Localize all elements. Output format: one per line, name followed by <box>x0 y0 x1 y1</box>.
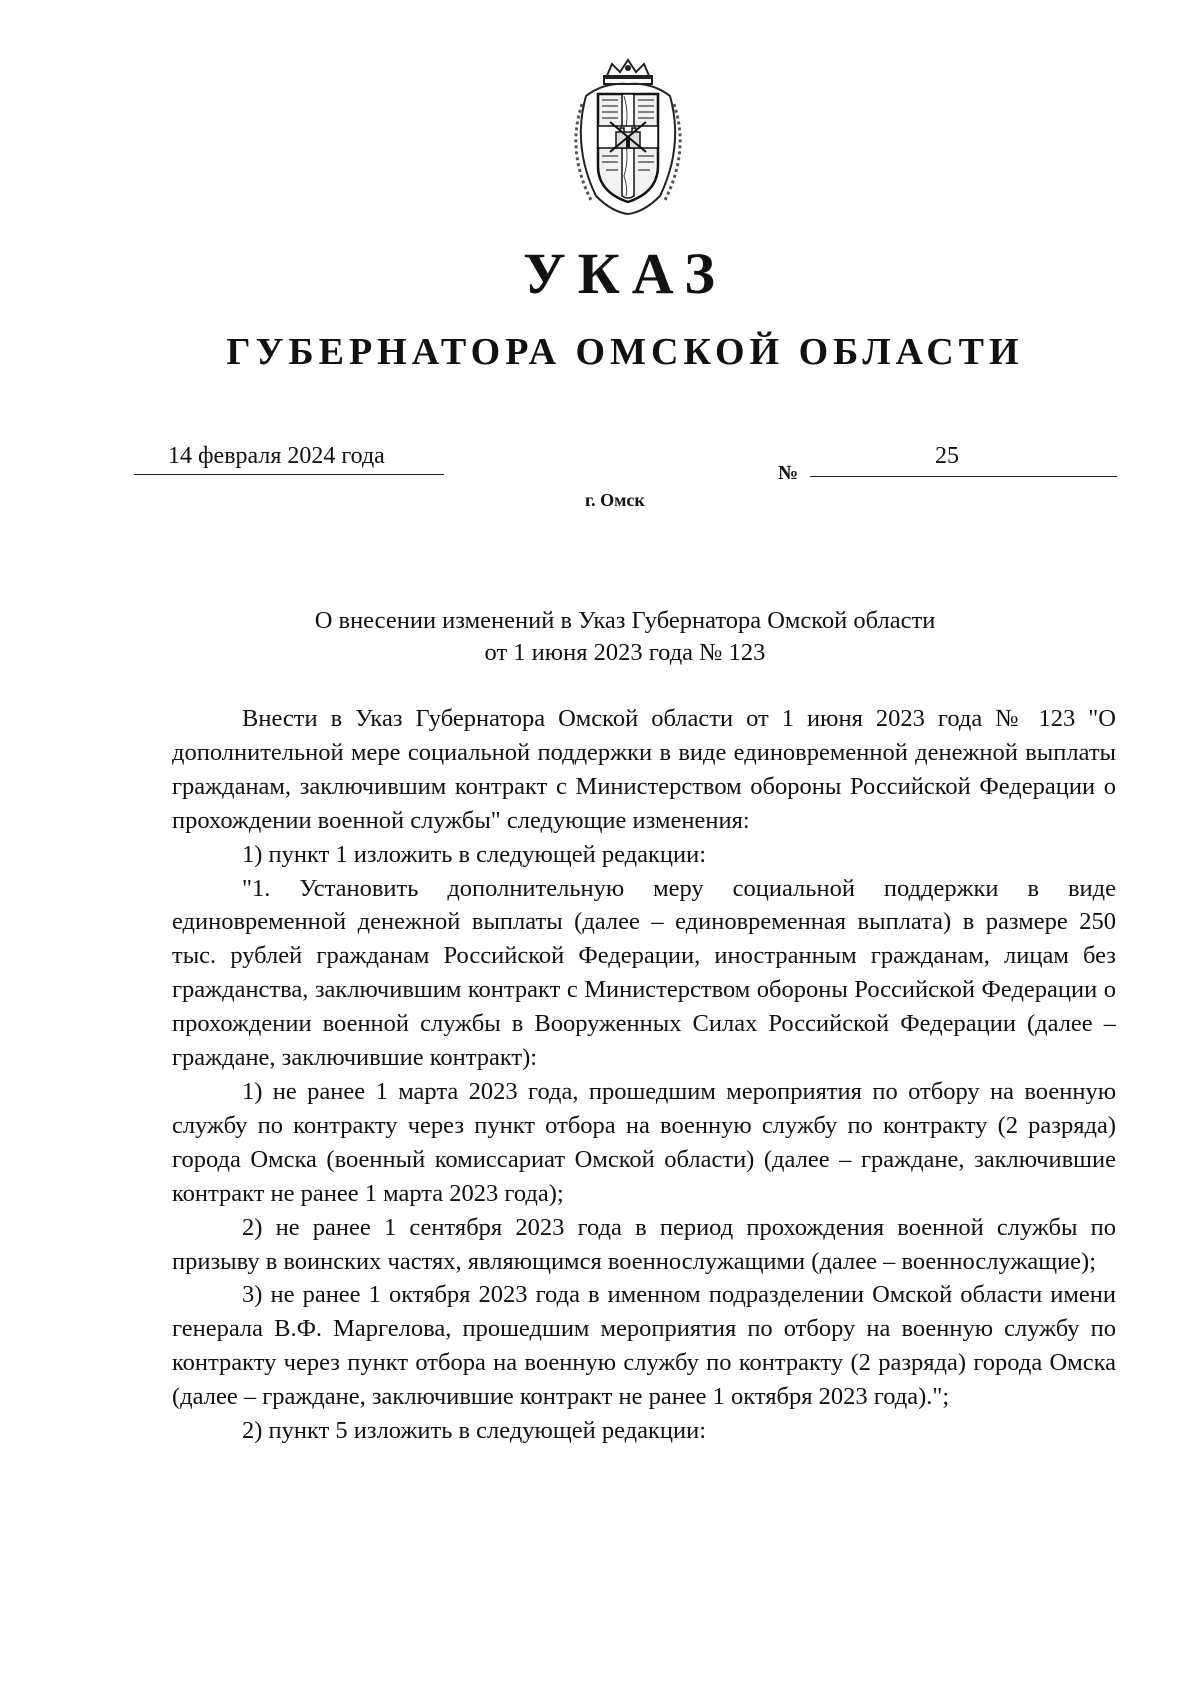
body-paragraph: 1) не ранее 1 марта 2023 года, прошедшим мероприятия по отбору на военную службу по контракту через пункт отбора на военную службу по контракту (2 разряда) города Омска (военный комиссариат Омской области) (далее – граждане, заключившие контракт не ранее 1 марта 2023 года); <box>172 1077 1116 1207</box>
body-paragraph: 1) пункт 1 изложить в следующей редакции: <box>242 840 707 868</box>
decree-subject <box>0 605 1200 669</box>
decree-date: 14 февраля 2024 года <box>168 443 385 469</box>
body-paragraph: Внести в Указ Губернатора Омской области от 1 июня 2023 года № 123 "О дополнительной мере социальной поддержки в виде единовременной денежной выплаты гражданам, заключившим контракт с Министерством обороны Российской Федерации о прохождении военной службы" следующие изменения: <box>172 705 1116 834</box>
decree-title: УКАЗ <box>523 241 727 306</box>
body-paragraph: 2) не ранее 1 сентября 2023 года в период прохождения военной службы по призыву в воинских частях, являющимся военнослужащими (далее – военнослужащие); <box>172 1213 1116 1275</box>
decree-issuer: ГУБЕРНАТОРА ОМСКОЙ ОБЛАСТИ <box>226 331 1024 373</box>
omsk-coat-of-arms-icon <box>566 56 690 216</box>
body-paragraph: 2) пункт 5 изложить в следующей редакции: <box>242 1417 707 1445</box>
number-sign: № <box>778 462 799 484</box>
body-paragraph: "1. Установить дополнительную меру социальной поддержки в виде единовременной денежной выплаты (далее – единовременная выплата) в размере 250 тыс. рублей гражданам Российской Федерации, иностранным гражданам, лицам без гражданства, заключившим контракт с Министерством обороны Российской Федерации о прохождении военной службы в Вооруженных Силах Российской Федерации (далее – граждане, заключившие контракт): <box>172 874 1116 1072</box>
number-underline <box>810 476 1117 477</box>
subject-line-1: О внесении изменений в Указ Губернатора Омской области <box>314 607 936 634</box>
body-paragraph: 3) не ранее 1 октября 2023 года в именном подразделении Омской области имени генерала В.Ф. Маргелова, прошедшим мероприятия по отбору на военную службу по контракту через пункт отбора на военную службу по контракту (2 разряда) города Омска (далее – граждане, заключившие контракт не ранее 1 октября 2023 года)."; <box>172 1281 1116 1411</box>
decree-city: г. Омск <box>585 490 645 510</box>
decree-number: 25 <box>935 443 959 469</box>
decree-body <box>172 702 1116 1448</box>
subject-line-2: от 1 июня 2023 года № 123 <box>484 639 766 666</box>
date-underline <box>134 474 444 475</box>
